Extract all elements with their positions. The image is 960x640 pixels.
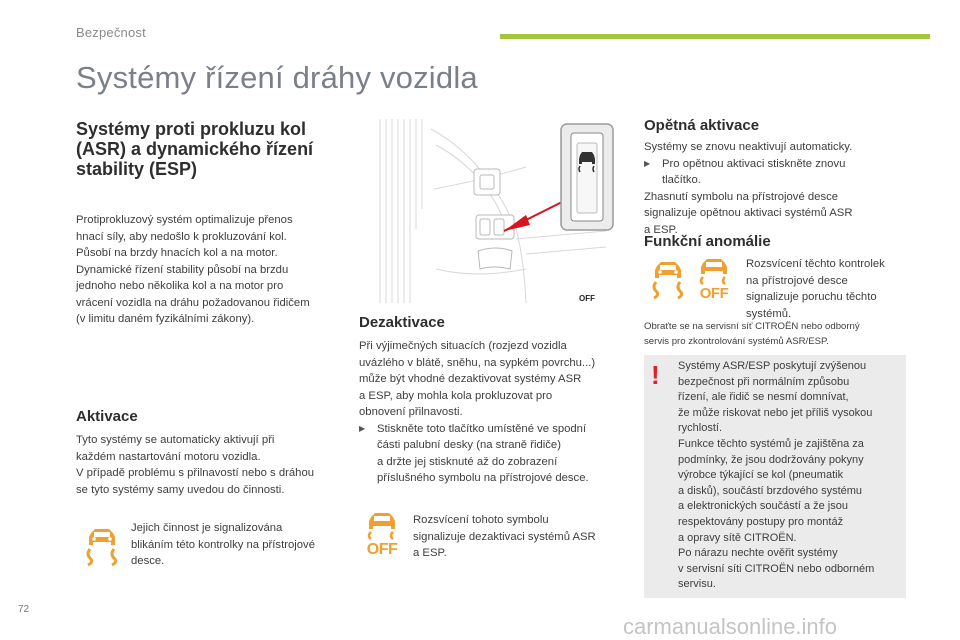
deactivation-paragraph — [359, 338, 629, 487]
text-line: Systémy se znovu neaktivují automaticky. — [644, 141, 853, 153]
esp-fault-icon — [650, 260, 686, 300]
text-line: výrobce týkající se kol (pneumatik — [678, 469, 844, 482]
triangle-right-icon: ▶ — [359, 423, 366, 433]
warning-text — [678, 359, 904, 593]
fault-service-note — [644, 319, 924, 349]
text-line: na přístrojové desce — [746, 274, 848, 287]
text-line: Funkce těchto systémů je zajištěna za — [678, 437, 864, 450]
off-icon-label: OFF — [699, 285, 729, 302]
text-line: Stiskněte toto tlačítko umístěné ve spodní — [377, 422, 587, 435]
text-line: Působí na brzdy hnacích kol a na motor. — [76, 247, 278, 259]
esp-off-icon — [364, 512, 400, 558]
text-line: hnací síly, aby nedošlo k prokluzování kol. — [76, 230, 287, 243]
text-line: že může riskovat nebo jet příliš vysokou — [678, 406, 873, 419]
text-line: příslušného symbolu na přístrojové desce. — [377, 472, 589, 484]
watermark: carmanualsonline.info — [623, 614, 838, 639]
text-line: v servisní síti CITROËN nebo odborném — [678, 562, 875, 575]
main-heading: Systémy proti prokluzu kol (ASR) a dynamického řízení stability (ESP) — [76, 119, 314, 179]
text-line: Tyto systémy se automaticky aktivují při — [76, 434, 275, 446]
text-line: (v limitu daném fyzikálními zákony). — [76, 313, 255, 325]
text-line: části palubní desky (na straně řidiče) — [377, 439, 561, 451]
text-line: Systémy ASR/ESP poskytují zvýšenou — [678, 360, 867, 372]
list-item — [644, 156, 914, 189]
text-line: každém nastartování motoru vozidla. — [76, 450, 261, 463]
text-line: Rozsvícení těchto kontrolek — [746, 258, 885, 270]
text-line: a držte jej stisknuté až do zobrazení — [377, 455, 558, 468]
esp-warning-icon — [84, 527, 120, 567]
page-number: 72 — [18, 604, 30, 615]
text-line: Obraťte se na servisní síť CITROËN nebo odborný — [644, 321, 860, 332]
fault-description — [746, 256, 916, 322]
bullet-text — [377, 421, 589, 487]
text-line: a ESP. — [413, 547, 447, 559]
text-line: Pro opětnou aktivaci stiskněte znovu — [662, 157, 846, 170]
text-line: podmínky, že jsou dodržovány pokyny — [678, 453, 864, 466]
off-symbol-description — [413, 512, 633, 562]
fault-heading: Funkční anomálie — [644, 233, 771, 250]
blink-description — [131, 520, 351, 570]
dashboard-illustration — [376, 119, 621, 303]
text-line: a ESP. — [644, 223, 678, 236]
text-line: Dynamické řízení stability působí na brzdu — [76, 263, 289, 276]
accent-rule — [500, 34, 930, 39]
text-line: obnovení přilnavosti. — [359, 406, 463, 418]
activation-heading: Aktivace — [76, 408, 138, 425]
text-line: respektovány postupy pro montáž — [678, 515, 844, 528]
text-line: vrácení vozidla na dráhu požadovanou řidičem — [76, 296, 310, 309]
page-title: Systémy řízení dráhy vozidla — [76, 60, 478, 95]
text-line: Po nárazu nechte ověřit systémy — [678, 547, 838, 560]
activation-paragraph — [76, 432, 356, 498]
text-line: Protiprokluzový systém optimalizuje přenos — [76, 214, 293, 226]
text-line: řízení, ale řidič se nesmí domnívat, — [678, 391, 849, 404]
exclamation-icon: ! — [651, 360, 660, 390]
text-line: signalizuje dezaktivaci systémů ASR — [413, 530, 596, 543]
off-icon-label: OFF — [366, 541, 398, 558]
reactivation-paragraph — [644, 139, 914, 238]
text-line: a elektronických součástí a že jsou — [678, 500, 848, 513]
text-line: a disků), součástí brzdového systému — [678, 484, 863, 497]
text-line: může být vhodné dezaktivovat systémy ASR — [359, 373, 582, 385]
text-line: bezpečnost při normálním způsobu — [678, 375, 850, 388]
text-line: desce. — [131, 555, 165, 567]
text-line: signalizuje opětnou aktivaci systémů ASR — [644, 207, 853, 219]
text-line: a ESP, aby mohla kola prokluzovat pro — [359, 389, 553, 402]
section-label: Bezpečnost — [76, 25, 146, 40]
list-item — [359, 421, 629, 487]
text-line: blikáním této kontrolky na přístrojové — [131, 538, 315, 551]
text-line: signalizuje poruchu těchto — [746, 291, 877, 303]
text-line: tlačítko. — [662, 174, 701, 186]
deactivation-heading: Dezaktivace — [359, 314, 445, 331]
text-line: jednoho nebo několika kol a na motor pro — [76, 280, 284, 292]
bullet-text — [662, 156, 845, 189]
text-line: Při výjimečných situacích (rozjezd vozidla — [359, 340, 567, 352]
off-button-label: OFF — [579, 294, 595, 303]
text-line: Jejich činnost je signalizována — [131, 522, 283, 534]
text-line: se tyto systémy samy uvedou do činnosti. — [76, 483, 285, 496]
text-line: a opravy sítě CITROËN. — [678, 531, 797, 544]
text-line: Zhasnutí symbolu na přístrojové desce — [644, 190, 839, 203]
text-line: systémů. — [746, 307, 792, 320]
intro-paragraph — [76, 212, 356, 328]
esp-off-fault-icon — [696, 258, 732, 301]
text-line: V případě problému s přilnavostí nebo s dráhou — [76, 467, 315, 479]
text-line: uvázlého v blátě, sněhu, na sypkém povrchu...) — [359, 356, 596, 369]
text-line: servis pro zkontrolování systémů ASR/ESP. — [644, 336, 829, 347]
triangle-right-icon: ▶ — [644, 158, 651, 168]
text-line: Rozsvícení tohoto symbolu — [413, 514, 549, 526]
text-line: rychlostí. — [678, 422, 723, 435]
text-line: servisu. — [678, 578, 716, 591]
reactivation-heading: Opětná aktivace — [644, 117, 760, 134]
